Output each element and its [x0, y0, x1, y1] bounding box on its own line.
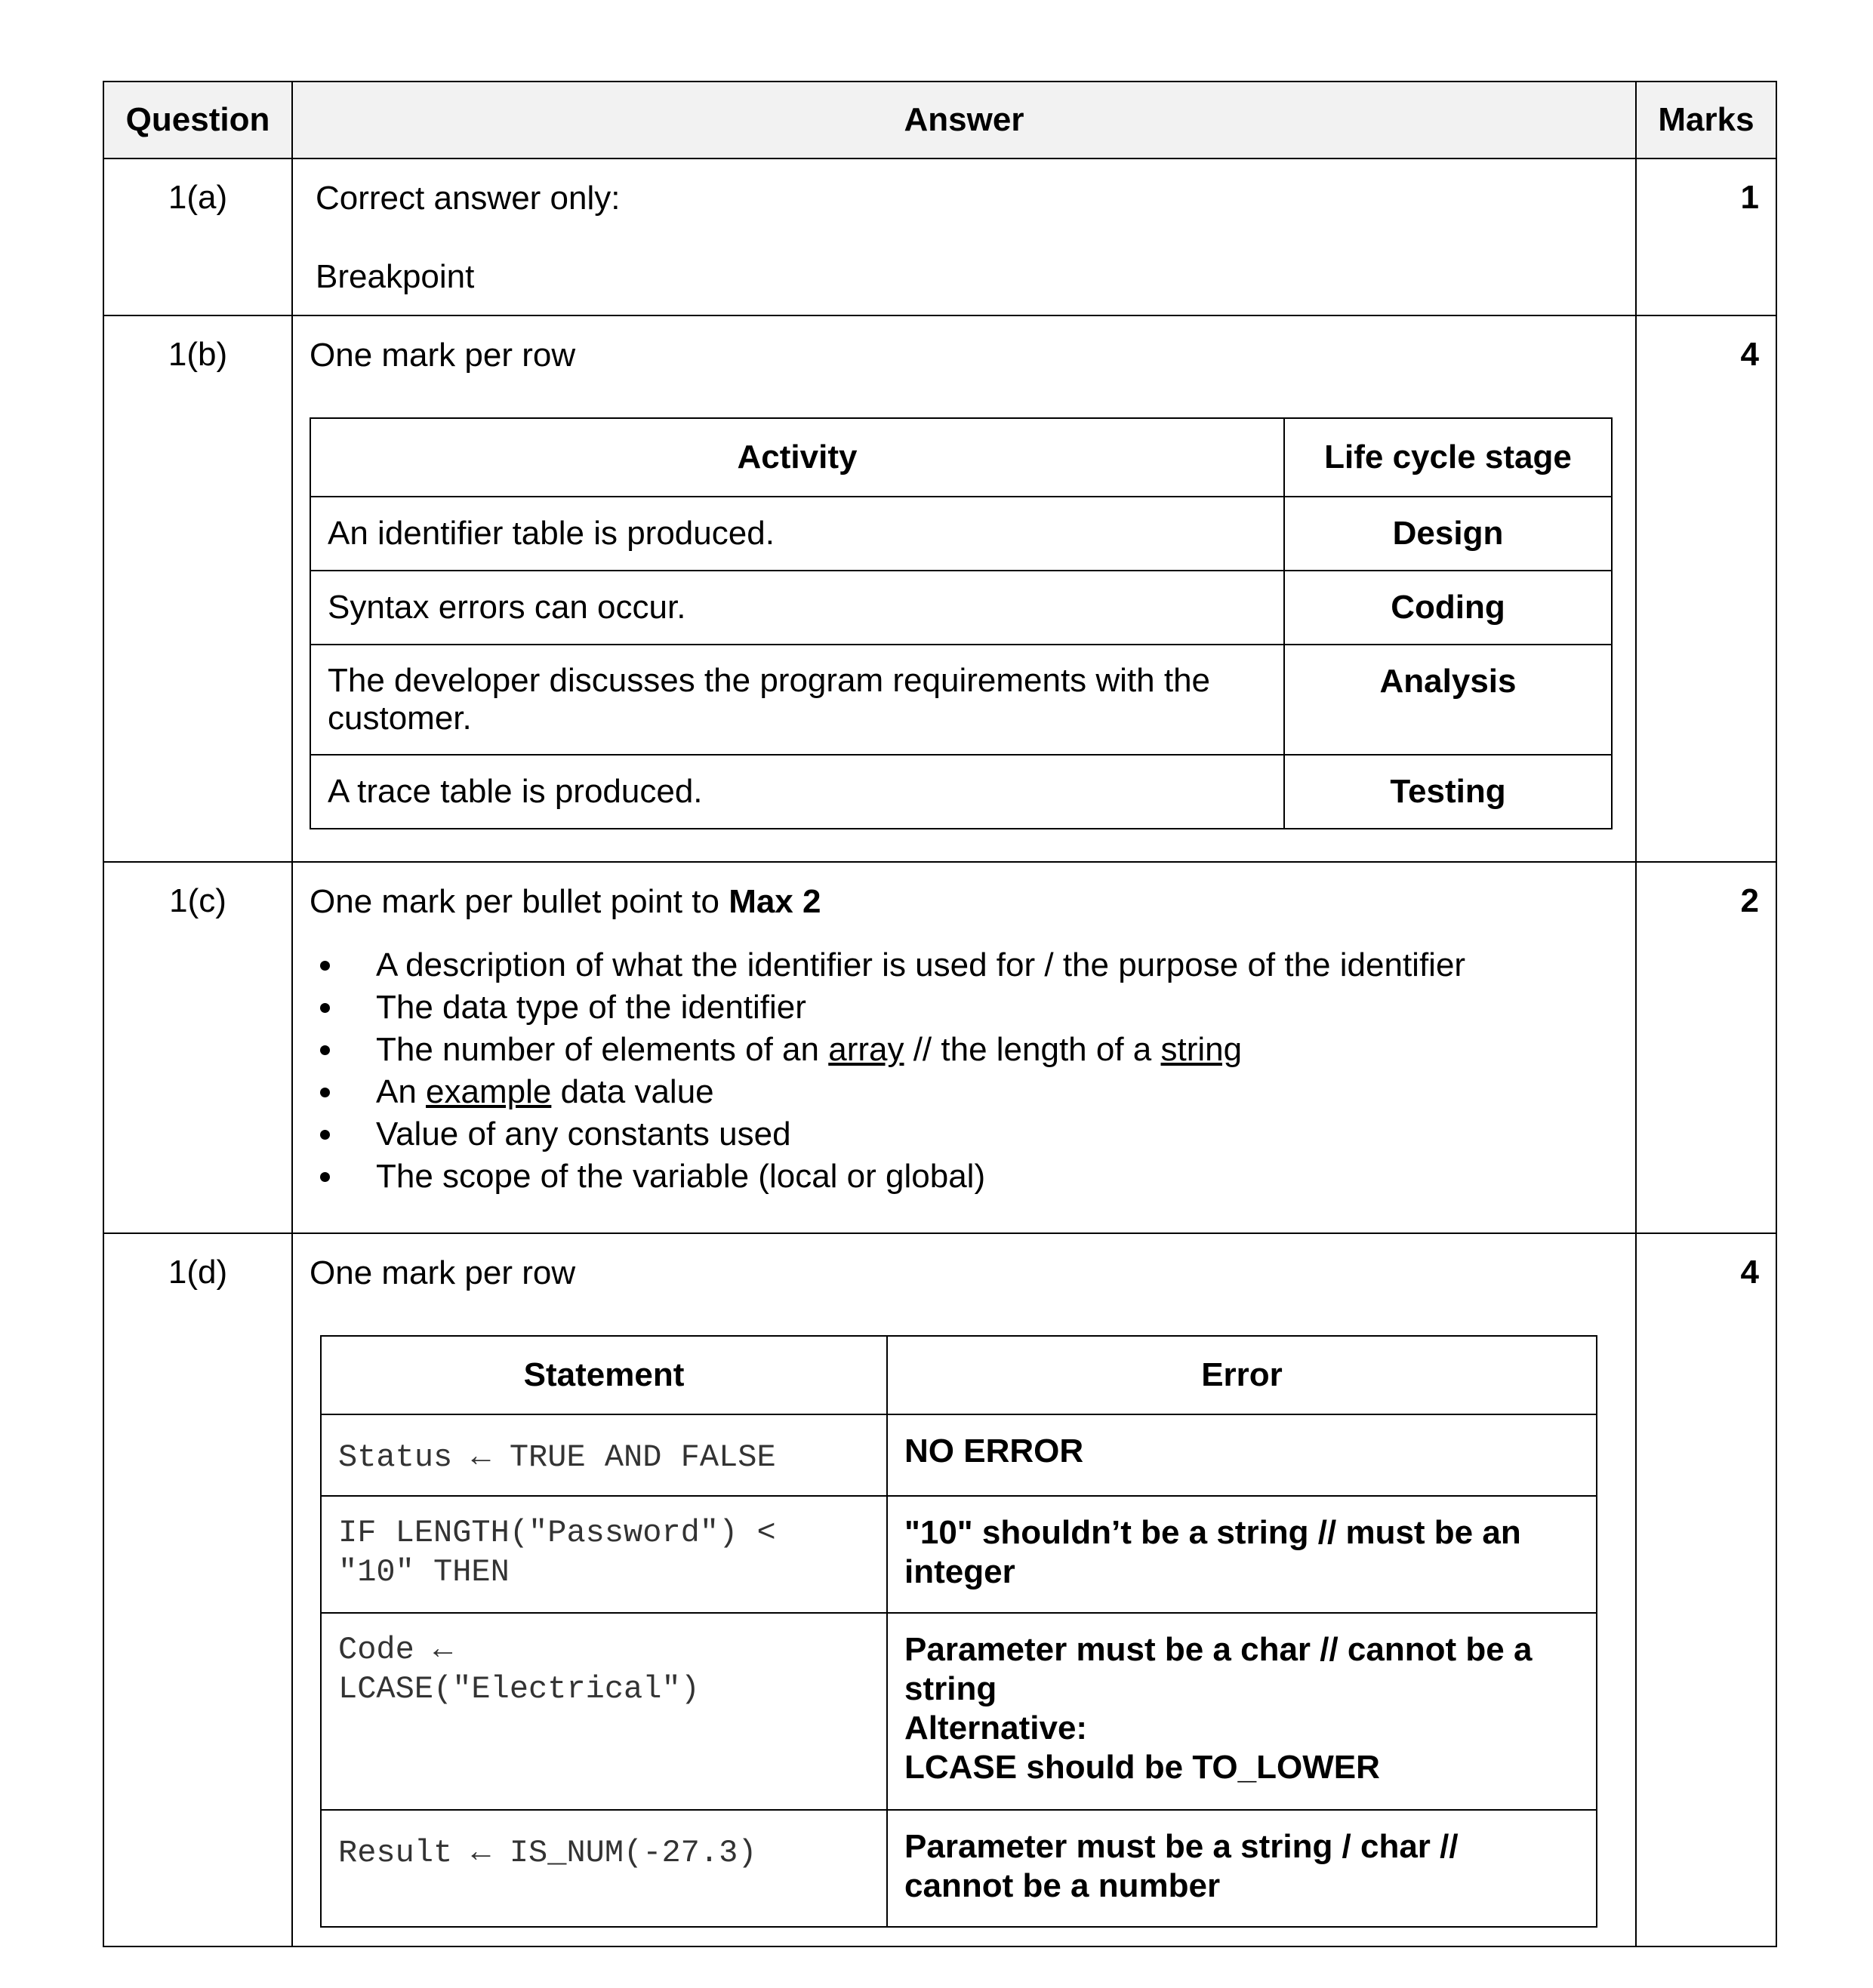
- table-row: [310, 571, 1612, 645]
- table-row: [321, 1613, 1597, 1810]
- activity-table: [310, 417, 1613, 829]
- question-number: 1(b): [103, 315, 292, 862]
- row-1d: [103, 1233, 1776, 1946]
- header-answer: Answer: [292, 82, 1636, 158]
- mark-scheme-table: [103, 81, 1777, 1947]
- answer-intro: One mark per row: [310, 337, 576, 374]
- list-item: An example data value: [310, 1071, 1614, 1113]
- question-number: 1(c): [103, 862, 292, 1233]
- list-item: The data type of the identifier: [310, 986, 1614, 1029]
- error-header: Error: [887, 1336, 1597, 1414]
- question-number: 1(d): [103, 1233, 292, 1946]
- answer-cell: [292, 1233, 1636, 1946]
- row-1b: [103, 315, 1776, 862]
- error-cell: Parameter must be a string / char // cannot be a number: [887, 1810, 1597, 1927]
- answer-intro: One mark per row: [310, 1254, 576, 1291]
- bullet-list: [310, 944, 1614, 1198]
- row-1c: [103, 862, 1776, 1233]
- list-item: The number of elements of an array // the length of a string: [310, 1029, 1614, 1071]
- answer-cell: [292, 158, 1636, 315]
- marks-value: 1: [1636, 158, 1776, 315]
- statement-cell: Code ← LCASE("Electrical"): [321, 1613, 887, 1810]
- activity-cell: The developer discusses the program requirements with the customer.: [310, 645, 1284, 755]
- header-question: Question: [103, 82, 292, 158]
- marks-value: 2: [1636, 862, 1776, 1233]
- row-1a: [103, 158, 1776, 315]
- statement-cell: IF LENGTH("Password") < "10" THEN: [321, 1496, 887, 1613]
- question-number: 1(a): [103, 158, 292, 315]
- stage-cell: Testing: [1284, 755, 1612, 829]
- table-row: [310, 497, 1612, 571]
- marks-value: 4: [1636, 315, 1776, 862]
- statement-cell: Result ← IS_NUM(-27.3): [321, 1810, 887, 1927]
- table-row: [321, 1414, 1597, 1496]
- error-cell: "10" shouldn’t be a string // must be an integer: [887, 1496, 1597, 1613]
- list-item: A description of what the identifier is used for / the purpose of the identifier: [310, 944, 1614, 986]
- error-cell: NO ERROR: [887, 1414, 1597, 1496]
- statement-header: Statement: [321, 1336, 887, 1414]
- answer-cell: [292, 315, 1636, 862]
- table-row: [321, 1810, 1597, 1927]
- activity-cell: Syntax errors can occur.: [310, 571, 1284, 645]
- list-item: The scope of the variable (local or global): [310, 1156, 1614, 1198]
- stage-cell: Coding: [1284, 571, 1612, 645]
- header-row: [103, 82, 1776, 158]
- table-row: [310, 755, 1612, 829]
- header-marks: Marks: [1636, 82, 1776, 158]
- activity-cell: A trace table is produced.: [310, 755, 1284, 829]
- answer-text: Breakpoint: [316, 258, 475, 295]
- statement-cell: Status ← TRUE AND FALSE: [321, 1414, 887, 1496]
- answer-intro: One mark per bullet point to Max 2: [310, 883, 821, 920]
- table-row: [321, 1496, 1597, 1613]
- error-table: [320, 1335, 1597, 1928]
- answer-cell: [292, 862, 1636, 1233]
- list-item: Value of any constants used: [310, 1113, 1614, 1156]
- activity-header: Activity: [310, 418, 1284, 497]
- table-row: [310, 645, 1612, 755]
- stage-header: Life cycle stage: [1284, 418, 1612, 497]
- marks-value: 4: [1636, 1233, 1776, 1946]
- activity-cell: An identifier table is produced.: [310, 497, 1284, 571]
- answer-intro: Correct answer only:: [316, 180, 621, 217]
- stage-cell: Design: [1284, 497, 1612, 571]
- stage-cell: Analysis: [1284, 645, 1612, 755]
- error-cell: Parameter must be a char // cannot be a string Alternative: LCASE should be TO_LOWER: [887, 1613, 1597, 1810]
